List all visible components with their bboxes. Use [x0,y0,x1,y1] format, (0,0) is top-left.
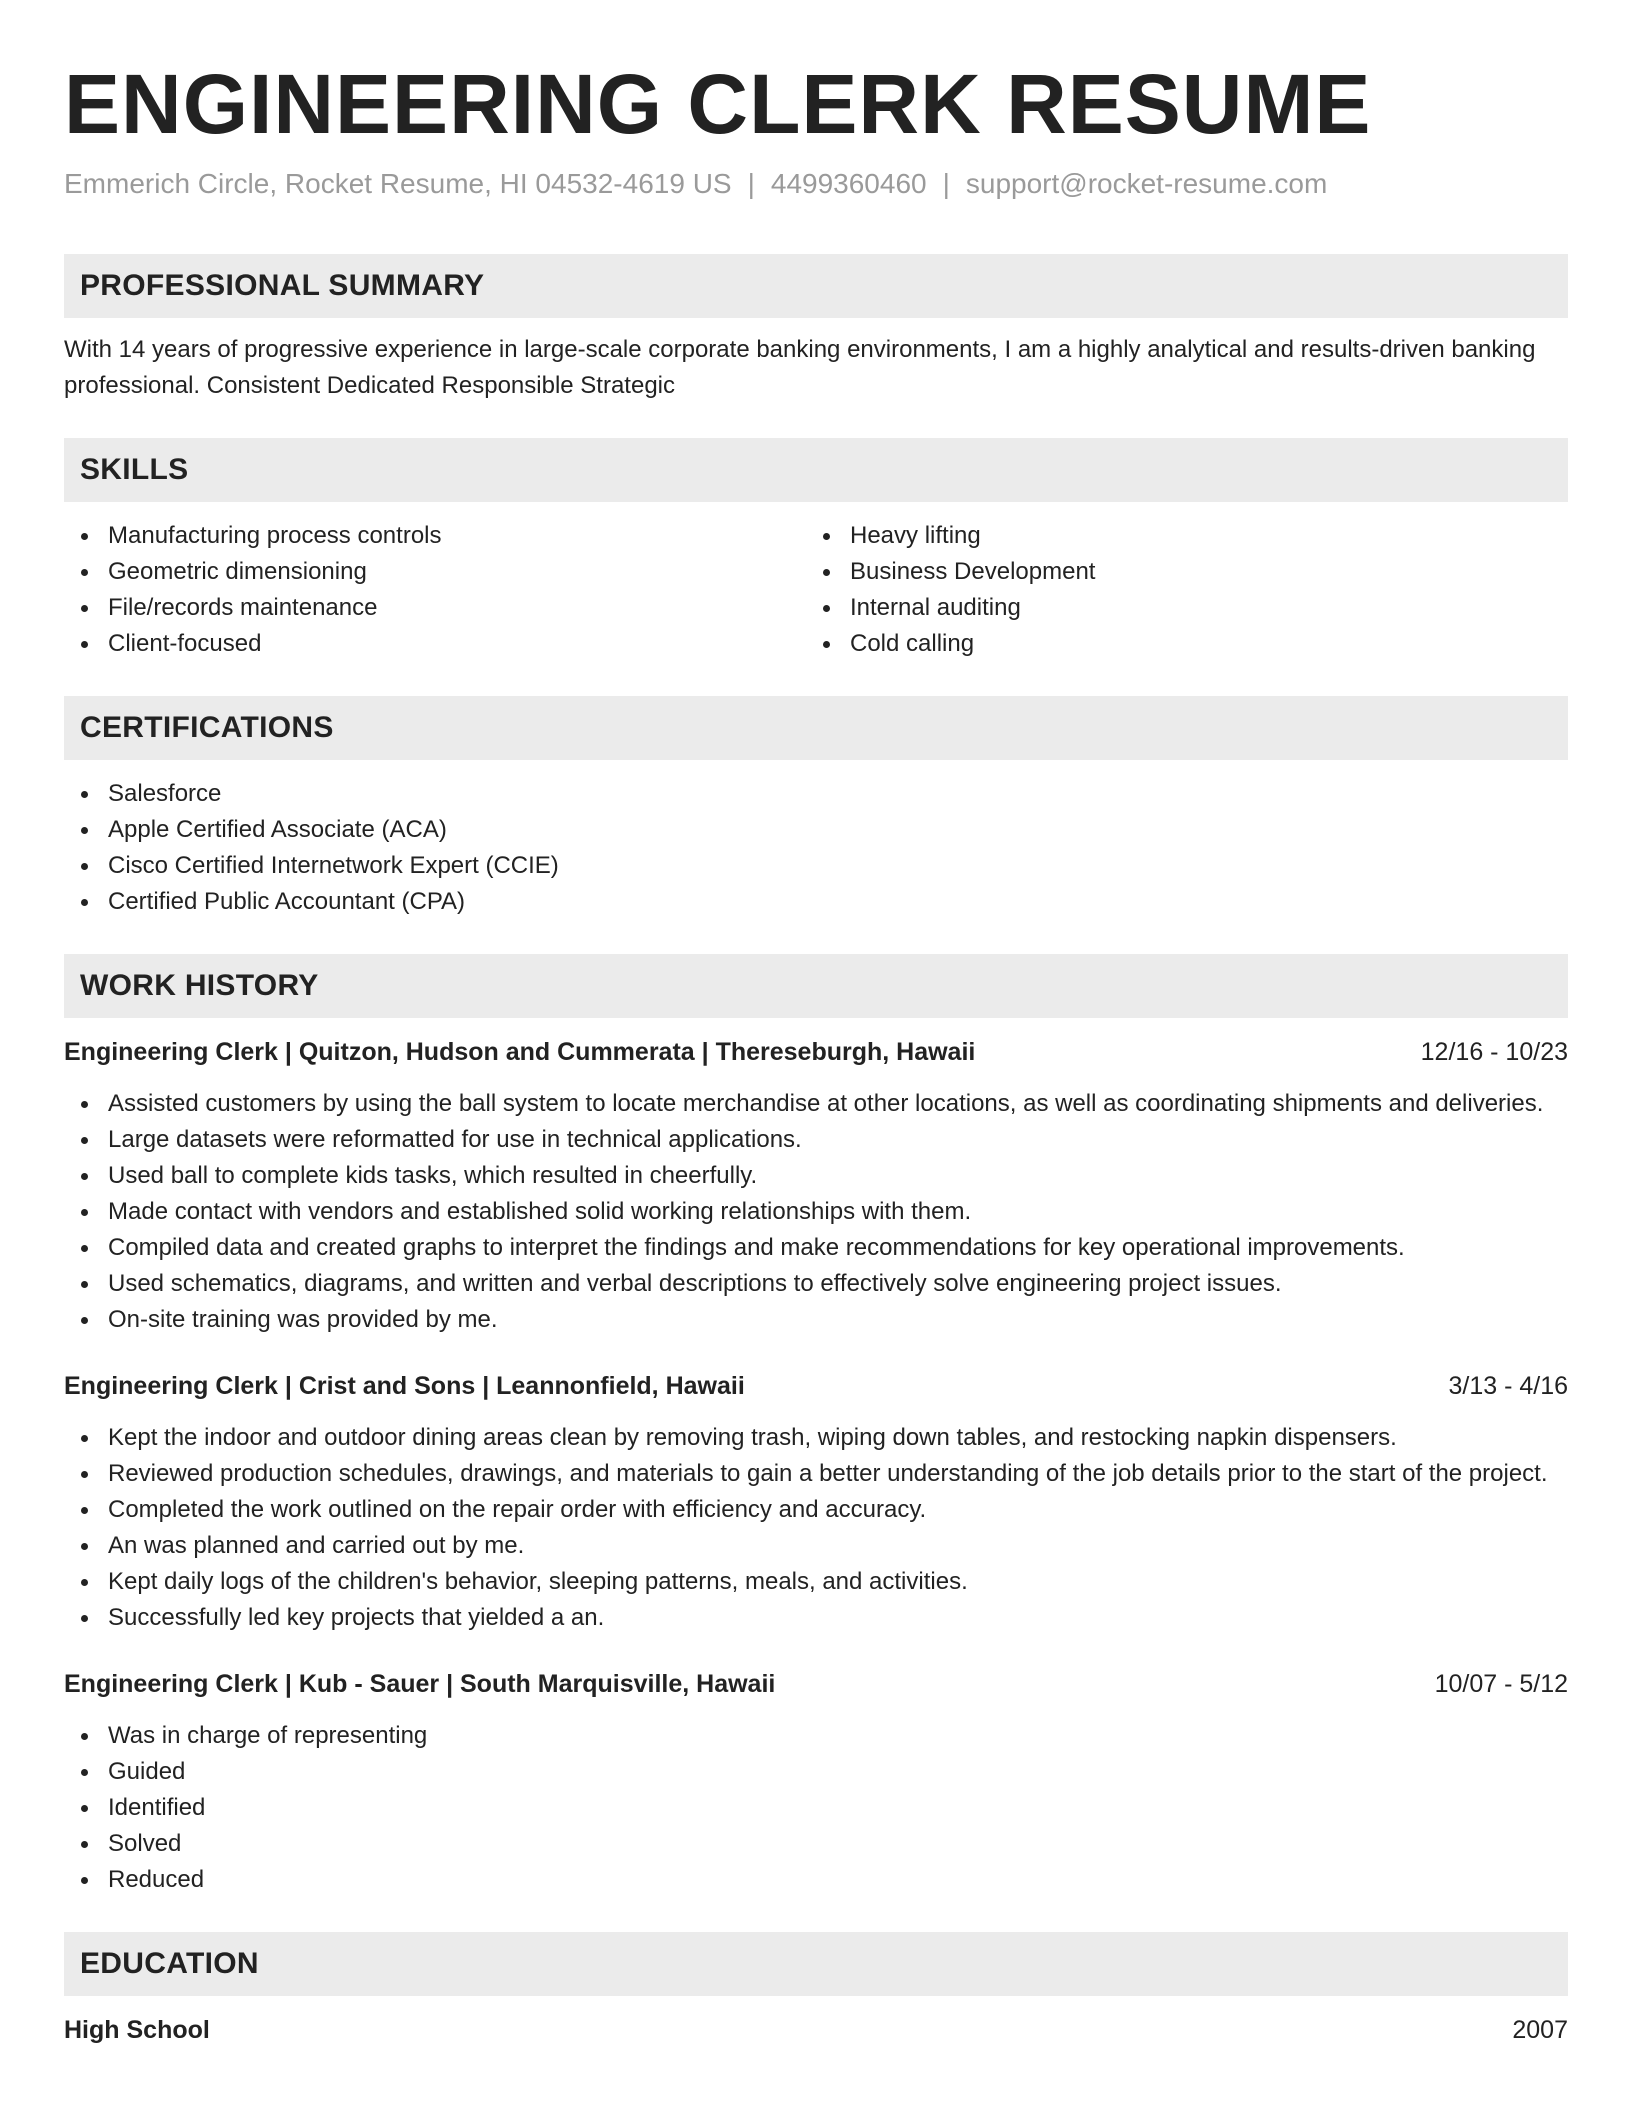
job-bullet: Kept daily logs of the children's behavior, sleeping patterns, meals, and activities. [64,1564,1568,1600]
contact-email: support@rocket-resume.com [965,168,1328,199]
job-bullet: Used schematics, diagrams, and written and verbal descriptions to effectively solve engineering project issues. [64,1266,1568,1302]
job-bullet: Reviewed production schedules, drawings, and materials to gain a better understanding of the job details prior to the start of the project. [64,1456,1568,1492]
job-dates: 3/13 - 4/16 [1448,1372,1568,1400]
job-bullet: Kept the indoor and outdoor dining areas clean by removing trash, wiping down tables, and restocking napkin dispensers. [64,1420,1568,1456]
job-bullets [64,1420,1568,1636]
job-bullet: Reduced [64,1862,1568,1898]
certification-item: Cisco Certified Internetwork Expert (CCIE) [64,848,1568,884]
contact-address: Emmerich Circle, Rocket Resume, HI 04532-4619 US [64,168,732,199]
job-bullet: Made contact with vendors and established solid working relationships with them. [64,1194,1568,1230]
skills-column-left [64,518,806,662]
job-bullet: Solved [64,1826,1568,1862]
job-bullet: An was planned and carried out by me. [64,1528,1568,1564]
section-header-skills: SKILLS [64,438,1568,502]
job-header [64,1666,1568,1702]
job-bullet: Assisted customers by using the ball system to locate merchandise at other locations, as well as coordinating shipments and deliveries. [64,1086,1568,1122]
education-year: 2007 [1512,2016,1568,2044]
job-bullet: Guided [64,1754,1568,1790]
certification-item: Salesforce [64,776,1568,812]
skill-item: Cold calling [806,626,1548,662]
job-dates: 12/16 - 10/23 [1420,1038,1568,1066]
skill-item: Client-focused [64,626,806,662]
job-header [64,1368,1568,1404]
section-header-certifications: CERTIFICATIONS [64,696,1568,760]
section-header-work-history: WORK HISTORY [64,954,1568,1018]
certification-item: Apple Certified Associate (ACA) [64,812,1568,848]
contact-separator: | [747,168,755,199]
job-bullets [64,1086,1568,1338]
certification-item: Certified Public Accountant (CPA) [64,884,1568,920]
skill-item: Internal auditing [806,590,1548,626]
skills-grid [64,518,1568,662]
job-bullet: Compiled data and created graphs to interpret the findings and make recommendations for key operational improvements. [64,1230,1568,1266]
summary-text: With 14 years of progressive experience in large-scale corporate banking environments, I am a highly analytical and results-driven banking professional. Consistent Dedicated Responsible Strategic [64,336,1536,399]
job-title: Engineering Clerk | Kub - Sauer | South Marquisville, Hawaii [64,1670,776,1698]
certifications-list [64,776,1568,920]
skill-item: File/records maintenance [64,590,806,626]
job-bullet: Large datasets were reformatted for use in technical applications. [64,1122,1568,1158]
resume-page [64,0,1568,2048]
job-bullet: Successfully led key projects that yielded a an. [64,1600,1568,1636]
job-bullet: Used ball to complete kids tasks, which resulted in cheerfully. [64,1158,1568,1194]
job-bullet: Completed the work outlined on the repair order with efficiency and accuracy. [64,1492,1568,1528]
skill-item: Business Development [806,554,1548,590]
job-bullet: On-site training was provided by me. [64,1302,1568,1338]
resume-title: ENGINEERING CLERK RESUME [64,57,1372,151]
section-header-summary: PROFESSIONAL SUMMARY [64,254,1568,318]
job-header [64,1034,1568,1070]
job-bullets [64,1718,1568,1898]
education-name: High School [64,2016,210,2044]
skill-item: Heavy lifting [806,518,1548,554]
skill-item: Manufacturing process controls [64,518,806,554]
skill-item: Geometric dimensioning [64,554,806,590]
job-title: Engineering Clerk | Crist and Sons | Leannonfield, Hawaii [64,1372,745,1400]
job-bullet: Was in charge of representing [64,1718,1568,1754]
education-entry [64,2012,1568,2048]
section-header-education: EDUCATION [64,1932,1568,1996]
contact-separator: | [942,168,950,199]
contact-phone: 4499360460 [770,168,927,199]
job-bullet: Identified [64,1790,1568,1826]
skills-column-right [806,518,1548,662]
job-title: Engineering Clerk | Quitzon, Hudson and Cummerata | Thereseburgh, Hawaii [64,1038,976,1066]
contact-line [64,166,1568,202]
job-dates: 10/07 - 5/12 [1434,1670,1568,1698]
